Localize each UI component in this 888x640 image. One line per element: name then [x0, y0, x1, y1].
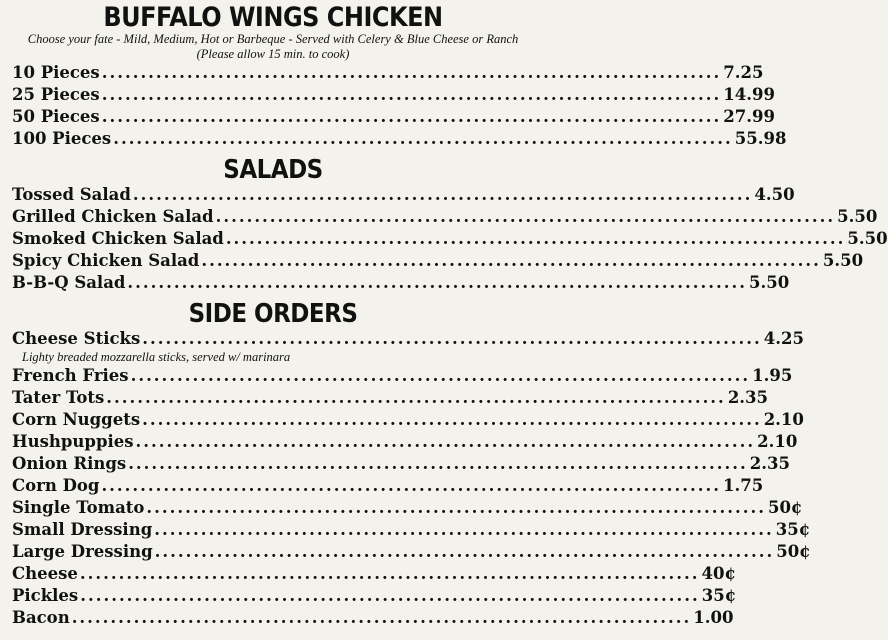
- menu-item: [12, 497, 803, 519]
- item-price: 1.75: [723, 476, 764, 495]
- menu-item: [12, 228, 888, 250]
- leader-dots: ................................................................................: [106, 388, 726, 407]
- item-name: French Fries: [12, 366, 129, 385]
- item-description: Lighty breaded mozzarella sticks, served w/ marinara: [22, 350, 291, 364]
- leader-dots: ................................................................................: [128, 454, 748, 473]
- item-price: 5.50: [847, 229, 888, 248]
- item-price: 50¢: [767, 498, 803, 517]
- item-price: 35¢: [701, 586, 737, 605]
- item-price: 2.35: [727, 388, 768, 407]
- leader-dots: ................................................................................: [127, 273, 747, 292]
- item-name: Smoked Chicken Salad: [12, 229, 224, 248]
- leader-dots: ................................................................................: [71, 608, 692, 627]
- wings-subtitle: Choose your fate - Mild, Medium, Hot or Barbeque - Served with Celery & Blue Cheese or Ranch: [27, 32, 519, 46]
- item-price: 40¢: [701, 564, 736, 583]
- leader-dots: ................................................................................: [142, 329, 762, 348]
- item-price: 4.25: [763, 329, 804, 348]
- item-price: 7.25: [723, 63, 764, 82]
- leader-dots: ................................................................................: [113, 129, 733, 148]
- menu-item: [12, 184, 795, 206]
- wings-list: [12, 62, 787, 150]
- menu-item: [12, 541, 811, 563]
- item-price: 55.98: [734, 129, 787, 148]
- item-price: 5.50: [748, 273, 790, 292]
- item-name: 10 Pieces: [12, 63, 100, 82]
- leader-dots: ................................................................................: [215, 207, 836, 226]
- item-price: 5.50: [822, 251, 864, 270]
- item-name: Bacon: [12, 608, 70, 627]
- item-price: 5.50: [837, 207, 878, 226]
- leader-dots: ................................................................................: [101, 476, 721, 495]
- menu-item: [12, 328, 804, 350]
- leader-dots: ................................................................................: [201, 251, 821, 270]
- wings-title: BUFFALO WINGS CHICKEN: [103, 1, 443, 33]
- item-name: Cheese Sticks: [12, 329, 141, 348]
- item-name: Cheese: [12, 564, 78, 583]
- wings-note: (Please allow 15 min. to cook): [196, 47, 350, 61]
- item-name: Hushpuppies: [12, 432, 134, 451]
- leader-dots: ................................................................................: [146, 498, 766, 517]
- item-name: Tater Tots: [12, 388, 105, 407]
- item-name: Spicy Chicken Salad: [12, 251, 200, 270]
- leader-dots: ................................................................................: [225, 229, 846, 248]
- item-price: 1.00: [693, 608, 734, 627]
- item-price: 27.99: [723, 107, 775, 126]
- item-name: Pickles: [12, 586, 79, 605]
- leader-dots: ................................................................................: [79, 564, 700, 583]
- item-name: 100 Pieces: [12, 129, 112, 148]
- item-price: 50¢: [776, 542, 811, 561]
- item-price: 35¢: [775, 520, 811, 539]
- item-name: B-B-Q Salad: [12, 273, 126, 292]
- menu-item: [12, 563, 736, 585]
- leader-dots: ................................................................................: [135, 432, 756, 451]
- item-name: 25 Pieces: [12, 85, 100, 104]
- item-name: Small Dressing: [12, 520, 153, 539]
- menu-item: [12, 272, 790, 294]
- leader-dots: ................................................................................: [80, 586, 700, 605]
- leader-dots: ................................................................................: [101, 63, 722, 82]
- item-name: Corn Dog: [12, 476, 100, 495]
- menu-item: [12, 250, 864, 272]
- salads-title: SALADS: [223, 155, 323, 185]
- menu-item: [12, 453, 790, 475]
- salads-list: [12, 184, 888, 294]
- item-name: Single Tomato: [12, 498, 145, 517]
- menu-item: [12, 585, 737, 607]
- menu-item: [12, 84, 775, 106]
- item-price: 2.35: [749, 454, 790, 473]
- menu-item: [12, 365, 793, 387]
- menu-item: [12, 128, 787, 150]
- leader-dots: ................................................................................: [101, 107, 722, 126]
- item-name: 50 Pieces: [12, 107, 100, 126]
- menu-item: [12, 519, 811, 541]
- item-name: Corn Nuggets: [12, 410, 141, 429]
- menu-item: [12, 387, 768, 409]
- menu-item: [12, 106, 775, 128]
- menu-item: [12, 607, 734, 629]
- item-price: 14.99: [723, 85, 775, 104]
- item-price: 2.10: [763, 410, 804, 429]
- menu-item: [12, 475, 764, 497]
- item-name: Onion Rings: [12, 454, 127, 473]
- menu-item: [12, 206, 878, 228]
- leader-dots: ................................................................................: [154, 520, 774, 539]
- item-price: 1.95: [752, 366, 793, 385]
- leader-dots: ................................................................................: [142, 410, 762, 429]
- leader-dots: ................................................................................: [130, 366, 751, 385]
- menu-item: [12, 409, 804, 431]
- item-name: Tossed Salad: [12, 185, 131, 204]
- leader-dots: ................................................................................: [101, 85, 722, 104]
- leader-dots: ................................................................................: [154, 542, 775, 561]
- menu-item: [12, 431, 798, 453]
- item-price: 4.50: [754, 185, 795, 204]
- sides-list: [12, 328, 811, 629]
- menu-item: [12, 62, 764, 84]
- item-price: 2.10: [757, 432, 798, 451]
- leader-dots: ................................................................................: [132, 185, 753, 204]
- item-name: Large Dressing: [12, 542, 153, 561]
- item-name: Grilled Chicken Salad: [12, 207, 214, 226]
- sides-title: SIDE ORDERS: [188, 299, 358, 329]
